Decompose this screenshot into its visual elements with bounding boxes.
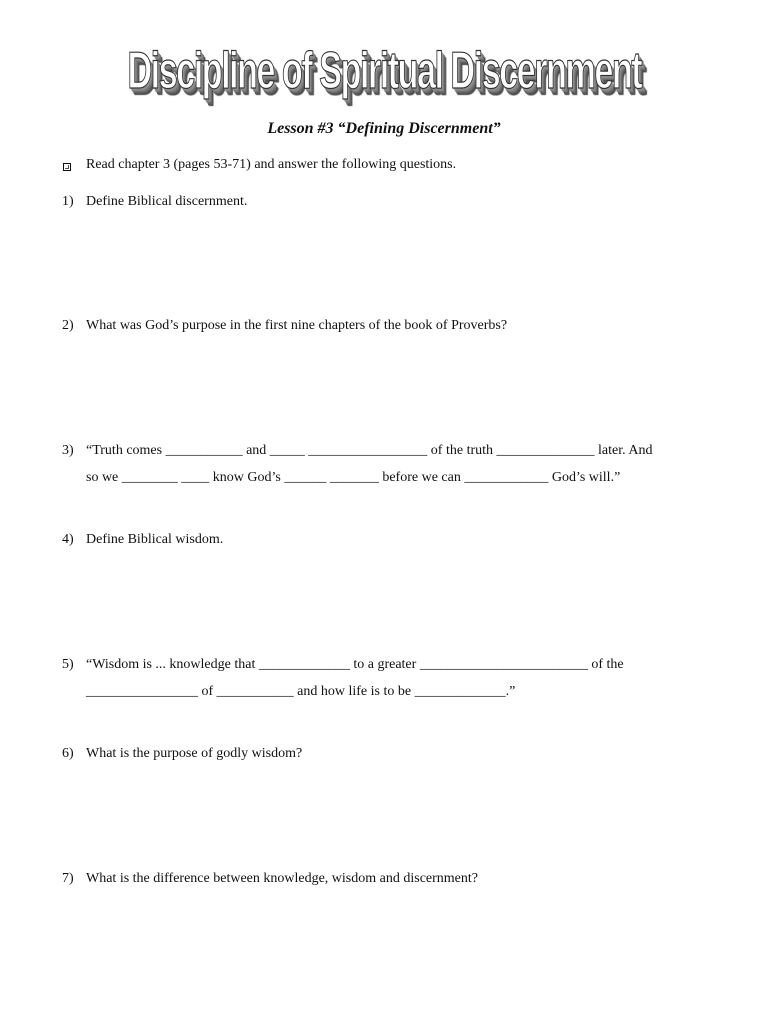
- question-2-number: 2): [62, 318, 74, 333]
- question-7-text: What is the difference between knowledge, wisdom and discernment?: [86, 871, 478, 886]
- square-bullet-icon: [63, 163, 71, 171]
- question-4-number: 4): [62, 532, 74, 547]
- question-7-number: 7): [62, 871, 74, 886]
- instruction-text: Read chapter 3 (pages 53-71) and answer the following questions.: [86, 157, 457, 172]
- page-title: Discipline of Spiritual Discernment: [127, 42, 641, 100]
- question-3-text-line-2: so we ________ ____ know God’s ______ _______ before we can ____________ God’s will.”: [86, 470, 621, 485]
- question-1-number: 1): [62, 194, 74, 209]
- question-1-text: Define Biblical discernment.: [86, 194, 248, 209]
- question-5-text-line-1: “Wisdom is ... knowledge that _____________ to a greater ________________________ of the: [86, 657, 624, 672]
- title-block: [0, 42, 768, 100]
- question-6-text: What is the purpose of godly wisdom?: [86, 746, 303, 761]
- lesson-heading: Lesson #3 “Defining Discernment”: [267, 120, 501, 137]
- question-4-text: Define Biblical wisdom.: [86, 532, 224, 547]
- question-2-text: What was God’s purpose in the first nine chapters of the book of Proverbs?: [86, 318, 508, 333]
- question-5-number: 5): [62, 657, 74, 672]
- question-3-text-line-1: “Truth comes ___________ and _____ _________________ of the truth ______________ later. And: [86, 443, 653, 458]
- question-3-number: 3): [62, 443, 74, 458]
- question-6-number: 6): [62, 746, 74, 761]
- question-5-text-line-2: ________________ of ___________ and how life is to be _____________.”: [86, 684, 516, 699]
